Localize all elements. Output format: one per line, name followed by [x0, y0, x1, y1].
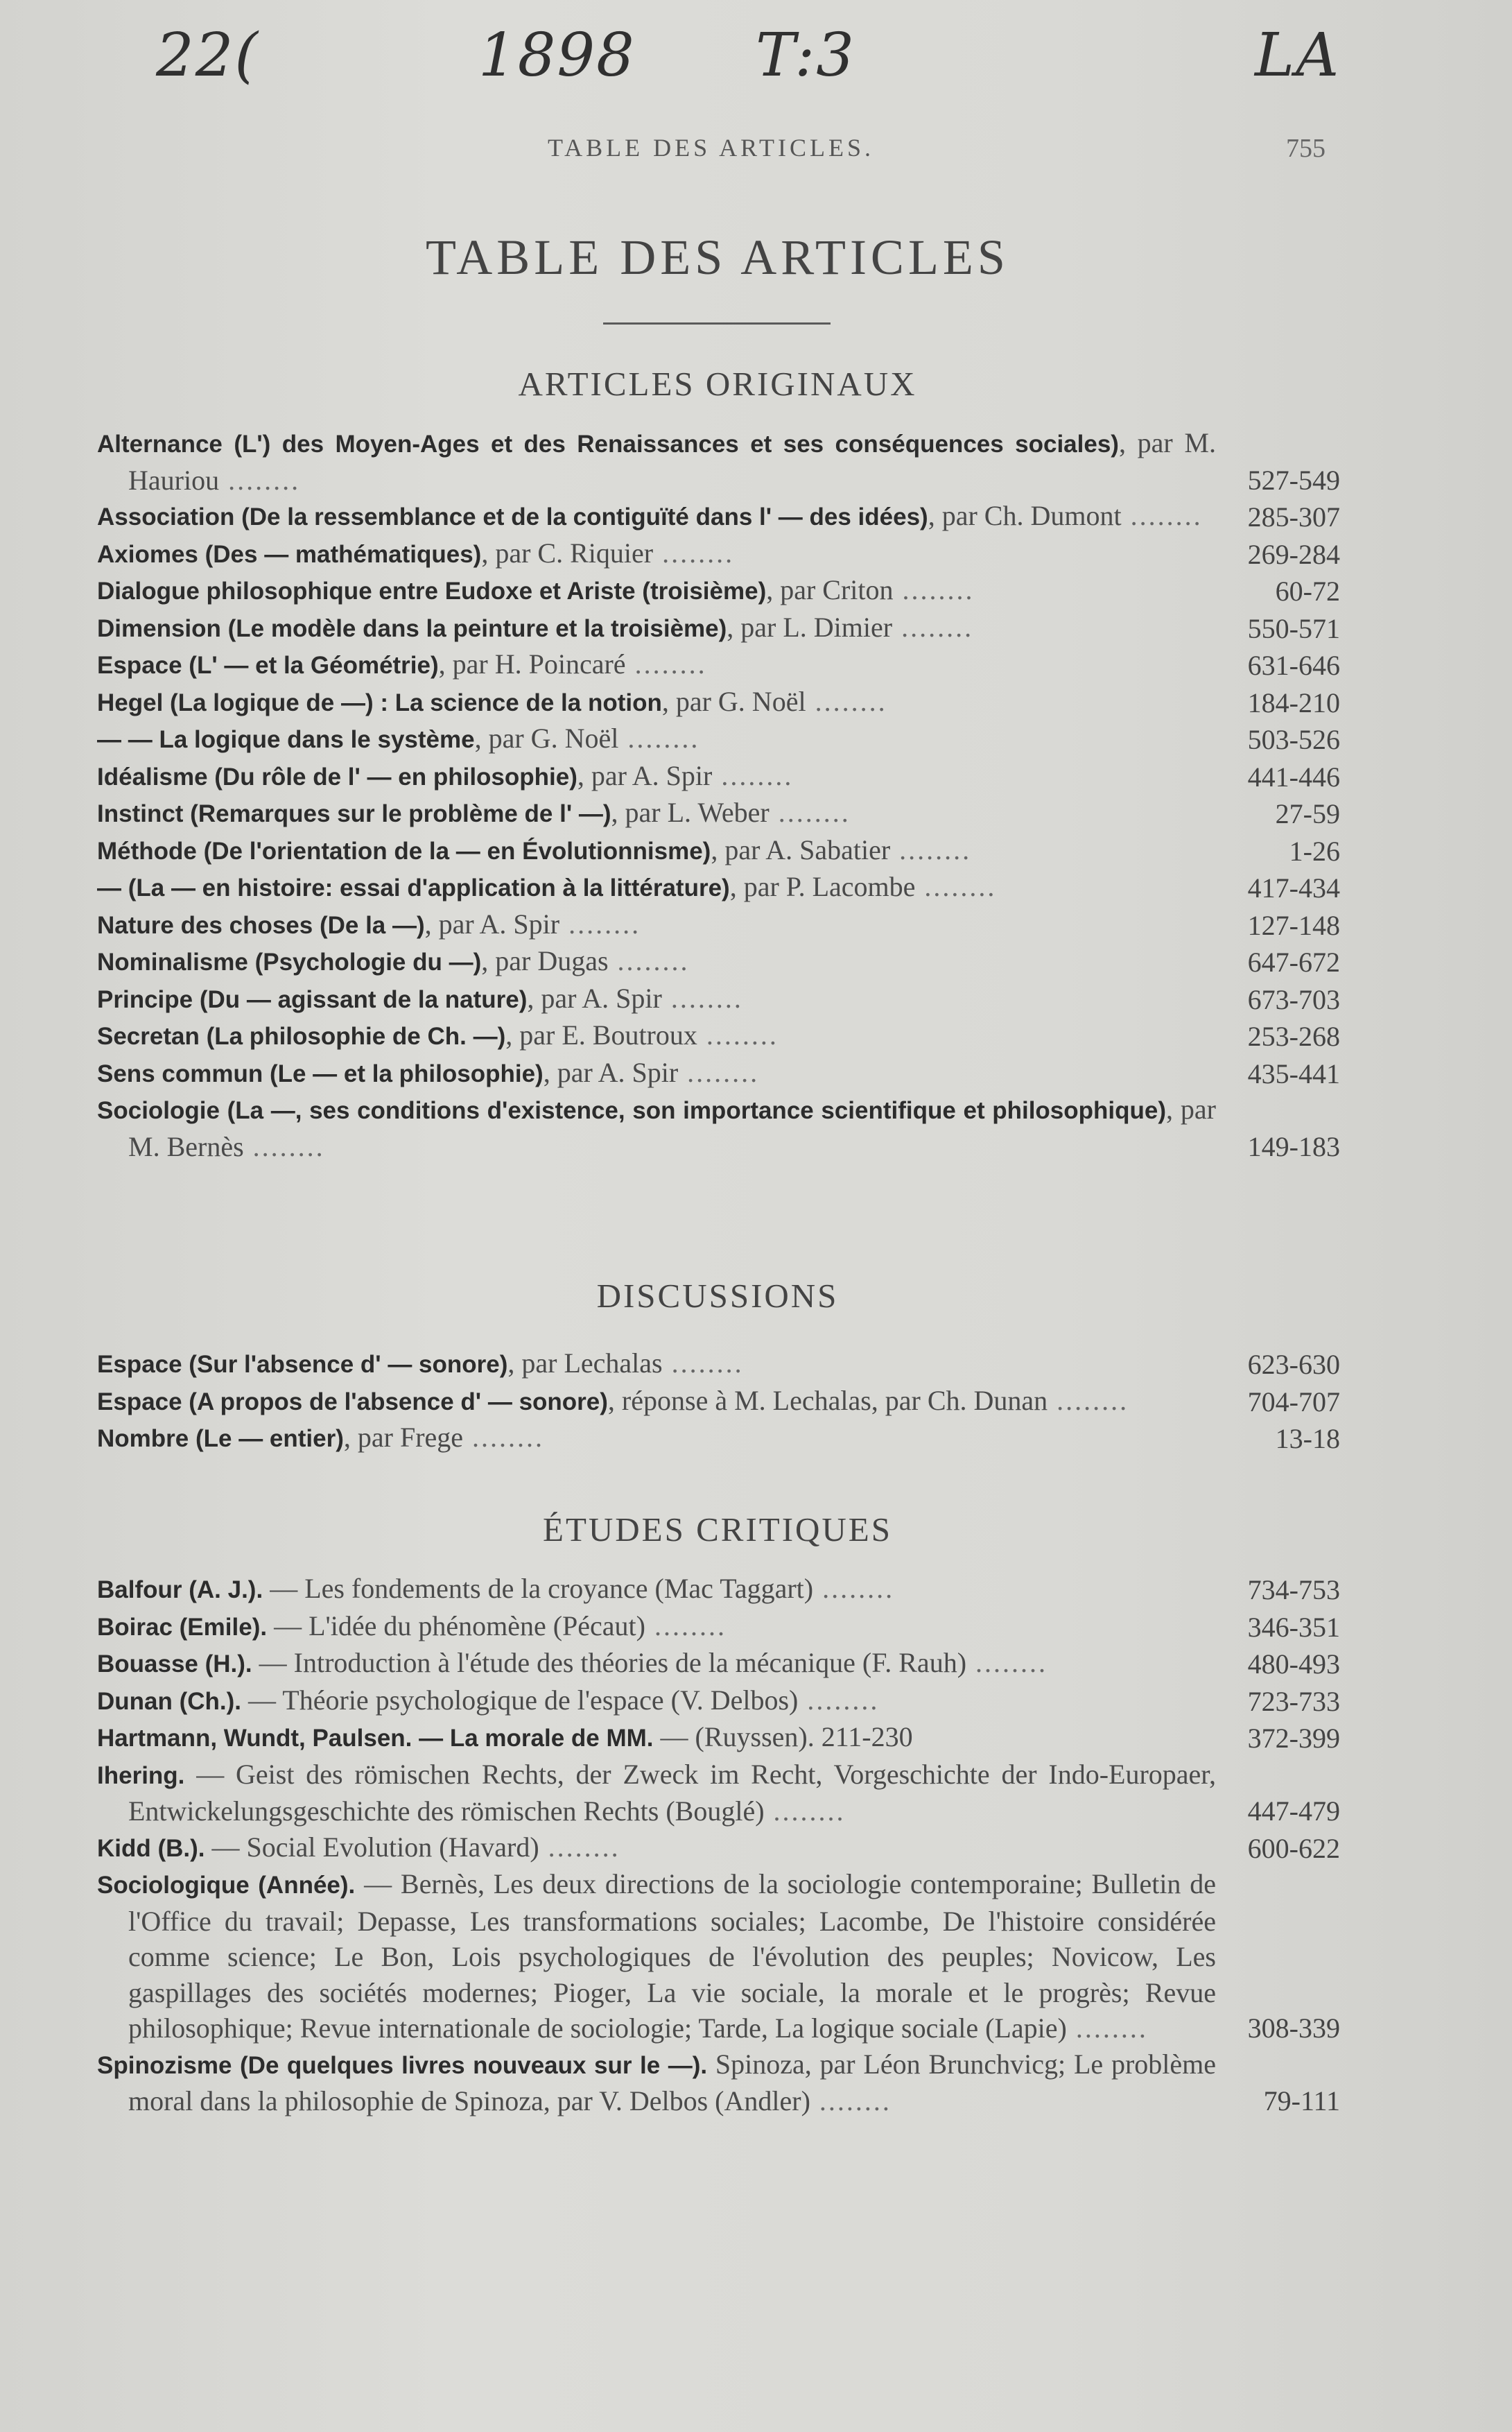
entry-author: — Social Evolution (Havard): [205, 1831, 539, 1863]
dot-leader: ........: [463, 1422, 545, 1453]
entry-author: , par A. Spir: [424, 908, 560, 940]
entry-pages: 550-571: [1247, 612, 1340, 644]
dot-leader: ........: [966, 1647, 1048, 1678]
dot-leader: ........: [810, 2085, 892, 2116]
entry-pages: 647-672: [1247, 947, 1340, 978]
entry-text: [97, 1757, 1233, 1829]
section-title-discussions: DISCUSSIONS: [596, 1277, 839, 1315]
entry-keyword: Dunan (Ch.).: [97, 1687, 242, 1715]
toc-entry: [97, 1055, 1340, 1092]
dot-leader: ........: [1048, 1384, 1129, 1416]
toc-entry: [97, 646, 1340, 684]
title-rule: [603, 322, 831, 325]
entry-text: [97, 2046, 1233, 2119]
toc-entry: [97, 572, 1340, 610]
entry-text: [97, 721, 1233, 758]
entry-text: [97, 1571, 1233, 1608]
entry-pages: 673-703: [1247, 983, 1340, 1015]
entry-keyword: — (La — en histoire: essai d'application à la littérature): [97, 874, 730, 902]
entry-text: [97, 906, 1233, 944]
entry-keyword: Méthode (De l'orientation de la — en Évolutionnisme): [97, 837, 711, 865]
entry-pages: 734-753: [1247, 1574, 1340, 1605]
entry-text: [97, 646, 1233, 684]
entry-author: — Bernès, Les deux directions de la sociologie contemporaine; Bulletin de l'Office du travail; Depasse, Les transformations sociales; Lacombe, De l'histoire considérée comme science; Le Bon, Lois psychologiques de l'évolution des peuples; Novicow, Les gaspillages des sociétés modernes; Pioger, La vie sociale, la morale et le progrès; Revue philosophique; Revue internationale de sociologie; Tarde, La logique sociale (Lapie): [128, 1868, 1216, 2044]
dot-leader: ........: [539, 1831, 620, 1863]
entry-author: , par L. Dimier: [727, 611, 893, 643]
toc-entry: [97, 1829, 1340, 1867]
entry-keyword: Dimension (Le modèle dans la peinture et la troisième): [97, 614, 727, 642]
dot-leader: ........: [915, 871, 997, 902]
entry-author: Spinoza, par Léon Brunchvicg; Le problème moral dans la philosophie de Spinoza, par V. Delbos (Andler): [128, 2048, 1216, 2116]
list-originaux: [97, 425, 1340, 1164]
toc-entry: [97, 721, 1340, 758]
entry-pages: 372-399: [1247, 1723, 1340, 1754]
entry-text: [97, 758, 1233, 795]
entry-author: — Geist des römischen Rechts, der Zweck im Recht, Vorgeschichte der Indo-Europaer, Entwickelungsgeschichte des römischen Rechts (Bouglé): [128, 1758, 1216, 1827]
entry-author: — Les fondements de la croyance (Mac Taggart): [263, 1573, 814, 1604]
dot-leader: ........: [661, 982, 743, 1014]
entry-author: , par P. Lacombe: [729, 871, 916, 902]
toc-entry: [97, 869, 1340, 906]
entry-keyword: Hegel (La logique de —) : La science de la notion: [97, 689, 662, 716]
entry-text: [97, 572, 1233, 610]
entry-text: [97, 981, 1233, 1018]
entry-keyword: Secretan (La philosophie de Ch. —): [97, 1023, 506, 1050]
entry-author: , par Ch. Dumont: [928, 500, 1122, 531]
toc-entry: [97, 1719, 1340, 1757]
dot-leader: ........: [892, 611, 974, 643]
entry-text: [97, 1829, 1233, 1867]
entry-keyword: Nominalisme (Psychologie du —): [97, 949, 482, 976]
dot-leader: ........: [559, 908, 641, 940]
entry-keyword: Idéalisme (Du rôle de l' — en philosophie): [97, 763, 577, 791]
entry-pages: 346-351: [1247, 1611, 1340, 1643]
entry-pages: 723-733: [1247, 1685, 1340, 1717]
entry-author: , par C. Riquier: [481, 537, 654, 569]
entry-pages: 1-26: [1289, 835, 1340, 867]
entry-keyword: Principe (Du — agissant de la nature): [97, 985, 528, 1013]
dot-leader: ........: [653, 537, 735, 569]
toc-entry: [97, 684, 1340, 721]
entry-keyword: Sociologique (Année).: [97, 1872, 356, 1899]
entry-author: , par L. Weber: [611, 797, 770, 828]
toc-entry: [97, 2046, 1340, 2119]
toc-entry: [97, 1866, 1340, 2046]
dot-leader: ........: [645, 1610, 727, 1641]
section-title-originaux: ARTICLES ORIGINAUX: [518, 365, 917, 403]
toc-entry: [97, 981, 1340, 1018]
entry-text: [97, 869, 1233, 906]
entry-text: [97, 1608, 1233, 1646]
entry-text: [97, 1383, 1233, 1420]
dot-leader: ........: [813, 1573, 895, 1604]
entry-keyword: Balfour (A. J.).: [97, 1576, 263, 1603]
entry-keyword: Nombre (Le — entier): [97, 1425, 344, 1452]
entry-pages: 269-284: [1247, 538, 1340, 570]
toc-entry: [97, 1092, 1340, 1164]
entry-keyword: Association (De la ressemblance et de la contiguïté dans l' — des idées): [97, 503, 928, 531]
toc-entry: [97, 1017, 1340, 1055]
entry-pages: 127-148: [1247, 909, 1340, 941]
entry-pages: 435-441: [1247, 1058, 1340, 1089]
entry-text: [97, 943, 1233, 981]
page-title: TABLE DES ARTICLES: [426, 230, 1009, 285]
dot-leader: ........: [769, 797, 851, 828]
entry-pages: 623-630: [1247, 1349, 1340, 1380]
entry-keyword: Alternance (L') des Moyen-Ages et des Renaissances et ses conséquences sociales): [97, 431, 1119, 458]
toc-entry: [97, 832, 1340, 870]
toc-entry: [97, 795, 1340, 832]
entry-pages: 417-434: [1247, 872, 1340, 904]
entry-text: [97, 1017, 1233, 1055]
entry-text: [97, 1420, 1233, 1457]
entry-text: [97, 684, 1233, 721]
entry-keyword: Hartmann, Wundt, Paulsen. — La morale de MM.: [97, 1725, 654, 1752]
entry-pages: 308-339: [1247, 2012, 1340, 2044]
entry-author: , par A. Spir: [543, 1056, 679, 1088]
dot-leader: ........: [608, 945, 690, 976]
entry-text: [97, 425, 1233, 498]
handwritten-mark: LA: [1255, 21, 1341, 90]
entry-keyword: Ihering.: [97, 1761, 185, 1789]
toc-entry: [97, 1682, 1340, 1720]
entry-author: , par A. Spir: [527, 982, 662, 1014]
entry-keyword: Spinozisme (De quelques livres nouveaux sur le —).: [97, 2051, 708, 2079]
entry-text: [97, 1719, 1233, 1757]
entry-author: , réponse à M. Lechalas, par Ch. Dunan: [607, 1384, 1048, 1416]
entry-text: [97, 1092, 1233, 1164]
entry-keyword: Espace (A propos de l'absence d' — sonore): [97, 1388, 608, 1415]
dot-leader: ........: [806, 685, 887, 717]
entry-pages: 527-549: [1247, 464, 1340, 496]
entry-pages: 60-72: [1275, 576, 1340, 607]
dot-leader: ........: [890, 834, 972, 865]
entry-author: , par Dugas: [481, 945, 609, 976]
page-number: 755: [1286, 134, 1326, 163]
dot-leader: ........: [764, 1795, 846, 1827]
dot-leader: ........: [243, 1130, 325, 1162]
handwritten-volume: T:3: [756, 21, 855, 90]
entry-pages: 253-268: [1247, 1021, 1340, 1052]
entry-text: [97, 832, 1233, 870]
entry-author: , par Frege: [343, 1422, 464, 1453]
entry-keyword: Instinct (Remarques sur le problème de l' —): [97, 800, 611, 827]
entry-pages: 503-526: [1247, 724, 1340, 755]
entry-author: , par Lechalas: [507, 1347, 663, 1379]
entry-author: , par M. Bernès: [128, 1094, 1217, 1162]
toc-entry: [97, 1571, 1340, 1608]
entry-pages: 79-111: [1263, 2085, 1340, 2116]
entry-author: — L'idée du phénomène (Pécaut): [267, 1610, 645, 1641]
entry-pages: 447-479: [1247, 1795, 1340, 1827]
entry-text: [97, 1645, 1233, 1682]
entry-keyword: Nature des choses (De la —): [97, 911, 425, 939]
toc-entry: [97, 758, 1340, 795]
entry-author: , par H. Poincaré: [438, 648, 626, 680]
toc-entry: [97, 425, 1340, 498]
dot-leader: ........: [219, 464, 301, 496]
entry-text: [97, 1345, 1233, 1383]
dot-leader: ........: [678, 1056, 760, 1088]
entry-keyword: Boirac (Emile).: [97, 1613, 268, 1641]
entry-keyword: Dialogue philosophique entre Eudoxe et Ariste (troisième): [97, 578, 767, 605]
entry-pages: 184-210: [1247, 687, 1340, 718]
dot-leader: ........: [625, 648, 707, 680]
dot-leader: ........: [1121, 500, 1203, 531]
toc-entry: [97, 943, 1340, 981]
entry-text: [97, 1866, 1233, 2046]
entry-author: — Théorie psychologique de l'espace (V. Delbos): [241, 1684, 799, 1716]
toc-entry: [97, 1420, 1340, 1457]
entry-keyword: — — La logique dans le système: [97, 726, 475, 753]
entry-pages: 480-493: [1247, 1648, 1340, 1680]
entry-pages: 600-622: [1247, 1832, 1340, 1864]
toc-entry: [97, 1608, 1340, 1646]
toc-entry: [97, 1757, 1340, 1829]
toc-entry: [97, 1645, 1340, 1682]
toc-entry: [97, 1345, 1340, 1383]
dot-leader: ........: [798, 1684, 880, 1716]
entry-pages: 149-183: [1247, 1130, 1340, 1162]
entry-text: [97, 795, 1233, 832]
entry-text: [97, 1055, 1233, 1092]
section-title-etudes: ÉTUDES CRITIQUES: [543, 1510, 892, 1549]
entry-keyword: Sens commun (Le — et la philosophie): [97, 1060, 544, 1087]
toc-entry: [97, 535, 1340, 573]
toc-entry: [97, 498, 1340, 535]
entry-pages: 704-707: [1247, 1386, 1340, 1417]
entry-author: — Introduction à l'étude des théories de la mécanique (F. Rauh): [252, 1647, 967, 1678]
entry-keyword: Espace (L' — et la Géométrie): [97, 652, 439, 679]
entry-text: [97, 535, 1233, 573]
entry-author: , par Criton: [766, 574, 894, 605]
entry-author: , par A. Sabatier: [711, 834, 891, 865]
entry-keyword: Axiomes (Des — mathématiques): [97, 540, 482, 568]
entry-keyword: Espace (Sur l'absence d' — sonore): [97, 1351, 508, 1378]
dot-leader: ........: [1066, 2012, 1148, 2044]
entry-pages: 27-59: [1275, 798, 1340, 829]
entry-author: , par G. Noël: [661, 685, 806, 717]
toc-entry: [97, 1383, 1340, 1420]
entry-author: , par G. Noël: [474, 723, 619, 754]
entry-pages: 441-446: [1247, 761, 1340, 793]
dot-leader: ........: [662, 1347, 744, 1379]
list-discussions: [97, 1345, 1340, 1457]
handwritten-year: 1898: [478, 21, 636, 90]
entry-pages: 285-307: [1247, 501, 1340, 533]
dot-leader: ........: [697, 1019, 779, 1051]
entry-text: [97, 610, 1233, 647]
entry-text: [97, 498, 1233, 535]
entry-pages: 631-646: [1247, 650, 1340, 681]
handwritten-note: 22(: [156, 21, 259, 90]
entry-pages: 13-18: [1275, 1423, 1340, 1454]
entry-keyword: Bouasse (H.).: [97, 1650, 252, 1678]
toc-entry: [97, 610, 1340, 647]
entry-author: , par A. Spir: [577, 759, 713, 791]
dot-leader: ........: [893, 574, 975, 605]
entry-text: [97, 1682, 1233, 1720]
entry-author: , par M. Hauriou: [128, 427, 1216, 496]
running-title: TABLE DES ARTICLES.: [548, 134, 874, 162]
list-etudes: [97, 1571, 1340, 2119]
dot-leader: ........: [618, 723, 700, 754]
toc-entry: [97, 906, 1340, 944]
entry-author: , par E. Boutroux: [505, 1019, 697, 1051]
running-head: [0, 133, 1512, 166]
entry-keyword: Kidd (B.).: [97, 1834, 205, 1862]
dot-leader: ........: [712, 759, 794, 791]
entry-author: — (Ruyssen). 211-230: [653, 1721, 913, 1752]
entry-keyword: Sociologie (La —, ses conditions d'existence, son importance scientifique et philosophique): [97, 1097, 1167, 1124]
